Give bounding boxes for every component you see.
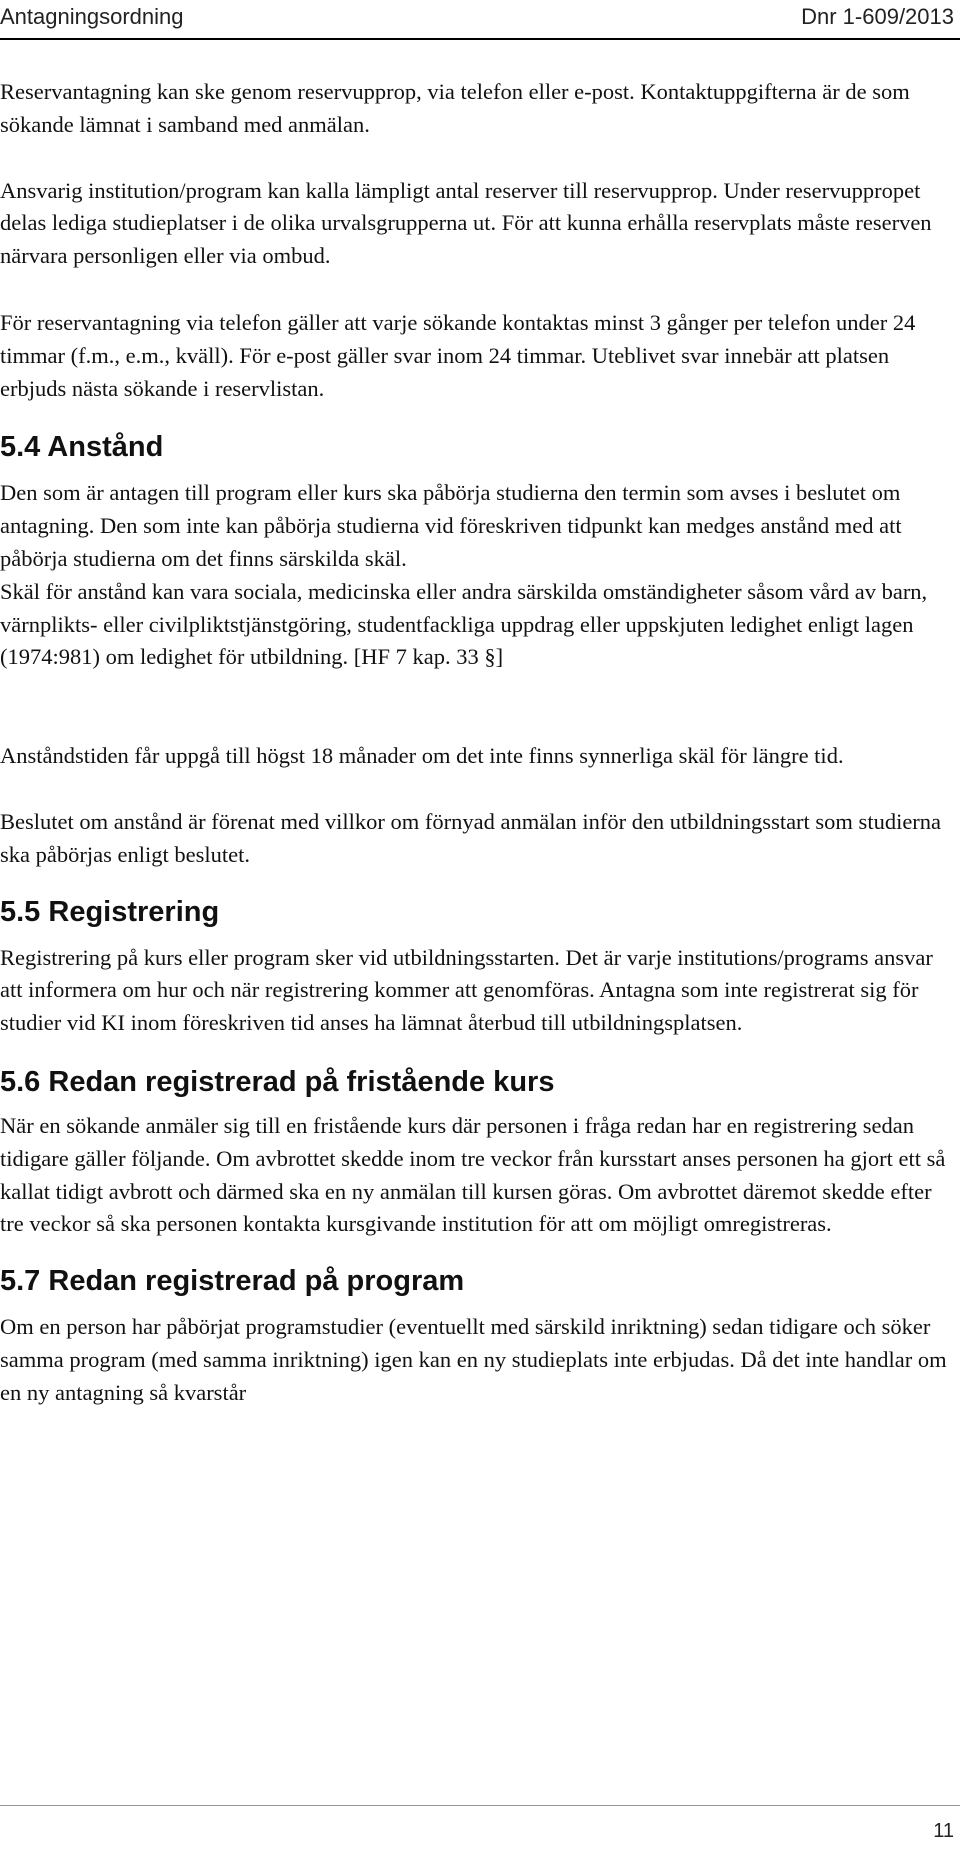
header-divider [0,38,960,40]
paragraph-beslut: Beslutet om anstånd är förenat med villkor om förnyad anmälan inför den utbildningsstart som studierna ska påbörjas enligt beslutet. [0,808,942,867]
paragraph-reservupprop: Ansvarig institution/program kan kalla lämpligt antal reserver till reservupprop. Under reservuppropet delas lediga studieplatser i de olika urvalsgrupperna ut. För att kunna erhålla reservplats måste reserven närvara personligen eller via ombud. [0,177,932,269]
section-heading-5-6: 5.6 Redan registrerad på fristående kurs [0,1065,555,1098]
footer-divider [0,1805,960,1806]
paragraph-anstandstid: Anståndstiden får uppgå till högst 18 månader om det inte finns synnerliga skäl för längre tid. [0,743,844,769]
page-header [0,0,960,40]
paragraph-fristaende-kurs: När en sökande anmäler sig till en fristående kurs där personen i fråga redan har en registrering sedan tidigare gäller följande. Om avbrottet skedde inom tre veckor från kursstart anses personen ha gjort ett så kallat tidigt avbrott och därmed ska en ny anmälan till kursen göras. Om avbrottet däremot skedde efter tre veckor så ska personen kontakta kursgivande institution för att om möjligt omregistreras. [0,1112,946,1237]
page-number: 11 [933,1820,954,1842]
paragraph-anstand-skal: Skäl för anstånd kan vara sociala, medicinska eller andra särskilda omständigheter såsom vård av barn, värnplikts- eller civilpliktstjänstgöring, studentfackliga uppdrag eller uppskjuten ledighet enligt lagen (1974:981) om ledighet för utbildning. [HF 7 kap. 33 §] [0,578,928,670]
paragraph-anstand-intro: Den som är antagen till program eller kurs ska påbörja studierna den termin som avses i beslutet om antagning. Den som inte kan påbörja studierna vid föreskriven tidpunkt kan medges anstånd med att påbörja studierna om det finns särskilda skäl. [0,480,902,571]
document-body [0,76,948,1410]
paragraph-reservantagning: Reservantagning kan ske genom reservupprop, via telefon eller e-post. Kontaktuppgifterna är de som sökande lämnat i samband med anmälan. [0,79,910,137]
paragraph-program: Om en person har påbörjat programstudier (eventuellt med särskild inriktning) sedan tidigare och söker samma program (med samma inriktning) igen kan en ny studieplats inte erbjudas. Då det inte handlar om en ny antagning så kvarstår [0,1314,947,1405]
section-heading-5-4: 5.4 Anstånd [0,431,164,464]
document-reference: Dnr 1-609/2013 [801,4,954,29]
paragraph-registrering: Registrering på kurs eller program sker vid utbildningsstarten. Det är varje institutions/programs ansvar att informera om hur och när registrering kommer att genomföras. Antagna som inte registrerat sig för studier vid KI inom föreskriven tid anses ha lämnat återbud till utbildningsplatsen. [0,944,933,1036]
paragraph-telefon: För reservantagning via telefon gäller att varje sökande kontaktas minst 3 gånger per telefon under 24 timmar (f.m., e.m., kväll). För e-post gäller svar inom 24 timmar. Uteblivet svar innebär att platsen erbjuds nästa sökande i reservlistan. [0,309,916,401]
section-heading-5-7: 5.7 Redan registrerad på program [0,1265,465,1298]
document-title: Antagningsordning [0,4,184,29]
section-heading-5-5: 5.5 Registrering [0,895,220,928]
